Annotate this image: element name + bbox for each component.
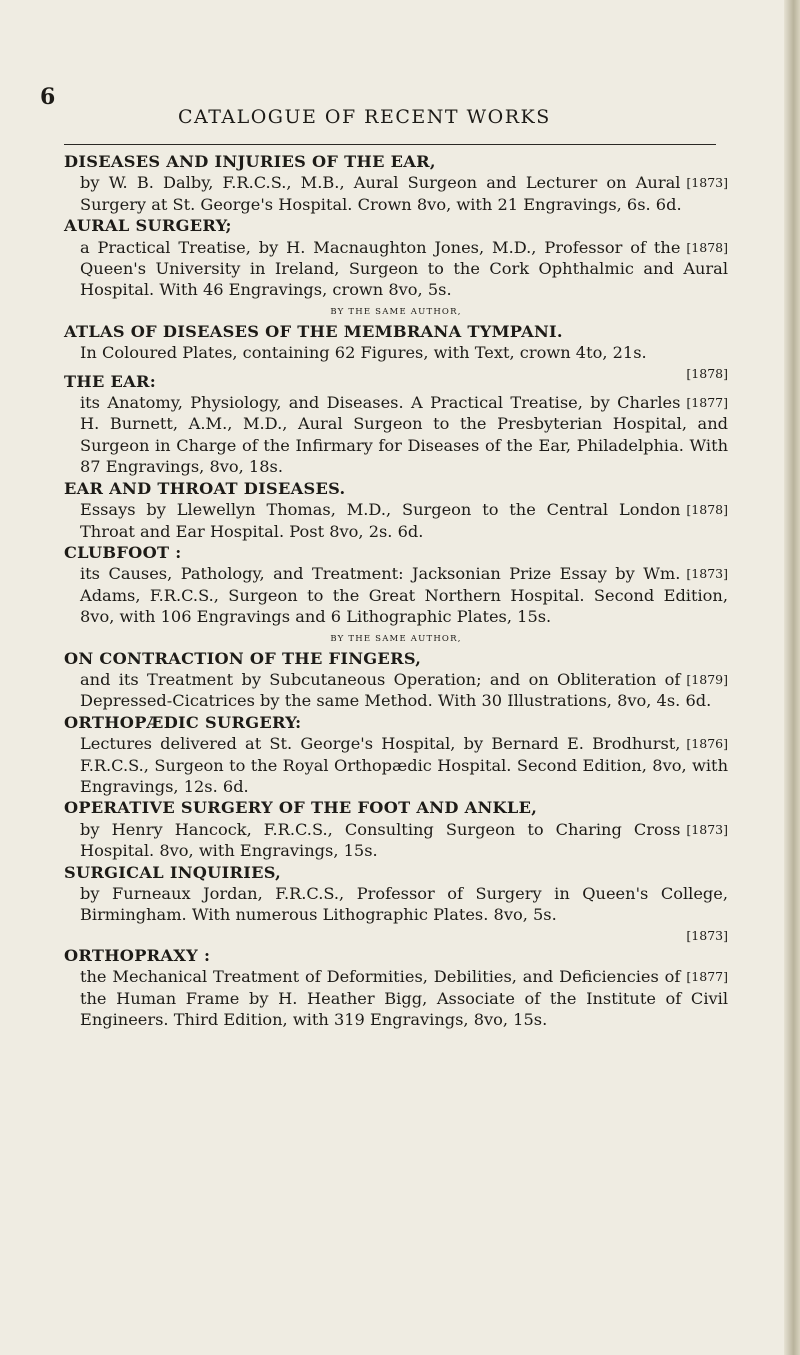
entry-description: [1879] and its Treatment by Subcutaneous Operation; and on Obliteration of Depressed-Cicatrices by the same Method. With 30 Illustrations, 8vo, 4s. 6d. xyxy=(80,669,728,711)
catalogue-list xyxy=(64,151,728,1030)
entry-description: [1873] by Henry Hancock, F.R.C.S., Consulting Surgeon to Charing Cross Hospital. 8vo, with Engravings, 15s. xyxy=(80,819,728,861)
catalogue-entry xyxy=(64,215,728,301)
entry-year: [1878] xyxy=(686,502,728,518)
entry-description: [1878] Essays by Llewellyn Thomas, M.D., Surgeon to the Central London Throat and Ear Hospital. Post 8vo, 2s. 6d. xyxy=(80,500,728,541)
page-header xyxy=(40,84,760,134)
entry-title: CLUBFOOT : xyxy=(64,542,182,562)
entry-year: [1873] xyxy=(686,566,728,582)
entry-title: DISEASES AND INJURIES OF THE EAR, xyxy=(64,152,436,171)
running-title: CATALOGUE OF RECENT WORKS xyxy=(178,106,551,128)
entry-title: ORTHOPRAXY : xyxy=(64,945,211,965)
entry-description: In Coloured Plates, containing 62 Figures, with Text, crown 4to, 21s. xyxy=(80,343,647,363)
catalogue-entry xyxy=(64,478,728,542)
entry-title: THE EAR: xyxy=(64,371,157,391)
header-rule xyxy=(64,144,716,145)
entry-year: [1877] xyxy=(686,969,728,985)
entry-title: SURGICAL INQUIRIES, xyxy=(64,862,282,882)
entry-year: [1878] xyxy=(686,239,728,255)
catalogue-entry xyxy=(64,371,728,478)
entry-year: [1876] xyxy=(686,736,728,752)
by-same-author-note: BY THE SAME AUTHOR, xyxy=(330,633,462,644)
entry-year: [1873] xyxy=(686,821,728,837)
entry-description: [1878] a Practical Treatise, by H. Macnaughton Jones, M.D., Professor of the Queen's University in Ireland, Surgeon to the Cork Ophthalmic and Aural Hospital. With 46 Engravings, crown 8vo, 5s. xyxy=(80,237,728,300)
catalogue-entry xyxy=(64,862,728,945)
catalogue-entry xyxy=(64,945,728,1031)
entry-title: ON CONTRACTION OF THE FINGERS, xyxy=(64,648,422,668)
entry-year: [1873] xyxy=(686,175,728,191)
entry-title: AURAL SURGERY; xyxy=(64,216,232,236)
entry-year: [1879] xyxy=(686,671,728,687)
entry-description: [1876] Lectures delivered at St. George's Hospital, by Bernard E. Brodhurst, F.R.C.S., Surgeon to the Royal Orthopædic Hospital. Second Edition, 8vo, with Engravings, 12s. 6d. xyxy=(80,734,728,796)
entry-description: by Furneaux Jordan, F.R.C.S., Professor of Surgery in Queen's College, Birmingham. With numerous Lithographic Plates. 8vo, 5s. xyxy=(80,884,728,925)
entry-year: [1878] xyxy=(686,365,728,381)
entry-description: [1873] its Causes, Pathology, and Treatment: Jacksonian Prize Essay by Wm. Adams, F.R.C.S., Surgeon to the Great Northern Hospital. Second Edition, 8vo, with 106 Engravings and 6 Lithographic Plates, 15s. xyxy=(80,564,728,627)
by-same-author-note: BY THE SAME AUTHOR, xyxy=(330,306,462,317)
entry-description: [1877] its Anatomy, Physiology, and Diseases. A Practical Treatise, by Charles H. Burnett, A.M., M.D., Aural Surgeon to the Presbyterian Hospital, and Surgeon in Charge of the Infirmary for Diseases of the Ear, Philadelphia. With 87 Engravings, 8vo, 18s. xyxy=(80,393,728,477)
page-number: 6 xyxy=(40,84,56,110)
catalogue-entry xyxy=(64,151,728,215)
entry-description: [1873] by W. B. Dalby, F.R.C.S., M.B., Aural Surgeon and Lecturer on Aural Surgery at St. George's Hospital. Crown 8vo, with 21 Engravings, 6s. 6d. xyxy=(80,173,728,214)
entry-title: EAR AND THROAT DISEASES. xyxy=(64,478,346,498)
entry-title: OPERATIVE SURGERY OF THE FOOT AND ANKLE, xyxy=(64,798,538,818)
entry-description: [1877] the Mechanical Treatment of Deformities, Debilities, and Deficiencies of the Human Frame by H. Heather Bigg, Associate of the Institute of Civil Engineers. Third Edition, with 319 Engravings, 8vo, 15s. xyxy=(80,967,728,1030)
page-edge xyxy=(784,0,800,1355)
catalogue-entry xyxy=(64,628,728,712)
entry-title: ATLAS OF DISEASES OF THE MEMBRANA TYMPANI. xyxy=(64,321,563,341)
catalogue-entry xyxy=(64,712,728,798)
entry-year: [1873] xyxy=(686,927,728,943)
entry-title: ORTHOPÆDIC SURGERY: xyxy=(64,712,302,732)
catalogue-entry xyxy=(64,797,728,861)
catalogue-entry xyxy=(64,542,728,628)
entry-year: [1877] xyxy=(686,395,728,411)
